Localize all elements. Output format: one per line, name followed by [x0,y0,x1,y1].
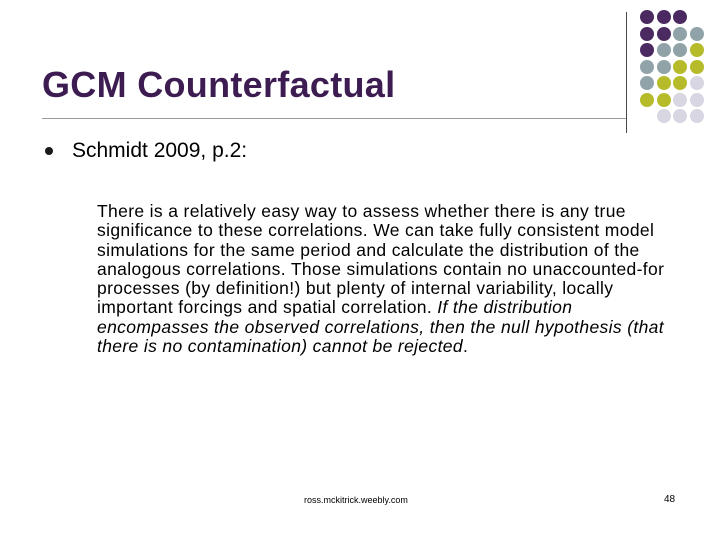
decorative-dot [690,43,704,57]
decorative-dot [673,60,687,74]
decorative-dot [640,43,654,57]
bullet-icon [45,147,53,155]
decorative-dot [690,93,704,107]
decorative-dot [673,76,687,90]
decorative-dot-grid [640,10,720,130]
quote-block [97,202,687,356]
decorative-dot [640,93,654,107]
decorative-dot [690,109,704,123]
decorative-dot [673,10,687,24]
footer-url: ross.mckitrick.weebly.com [304,495,408,505]
quote-normal-text: There is a relatively easy way to assess whether there is any true significance to these correlations. We can take fully consistent model simulations for the same period and calculate the distribution of the analogous correlations. Those simulations contain no unaccounted-for processes (by definition!) but plenty of internal variability, locally important forcings and spatial correlation. [97,201,665,318]
decorative-dot [690,76,704,90]
decorative-dot [673,109,687,123]
decorative-dot [657,76,671,90]
title-divider [42,118,627,119]
decorative-dot [657,93,671,107]
decorative-dot [657,60,671,74]
decorative-dot [673,93,687,107]
decorative-dot [657,27,671,41]
decorative-dot [640,27,654,41]
decorative-dot [640,60,654,74]
decorative-dot [673,27,687,41]
page-number: 48 [664,494,676,505]
vertical-divider [626,12,627,133]
decorative-dot [640,76,654,90]
decorative-dot [640,10,654,24]
decorative-dot [657,43,671,57]
decorative-dot [690,60,704,74]
quote-italic-text: If the distribution encompasses the observed correlations, then the null hypothesis (that there is no contamination) cannot be rejected [97,297,664,357]
decorative-dot [657,10,671,24]
quote-end: . [462,336,469,357]
decorative-dot [657,109,671,123]
decorative-dot [690,27,704,41]
decorative-dot [673,43,687,57]
slide-title: GCM Counterfactual [42,64,396,105]
bullet-text: Schmidt 2009, p.2: [72,139,248,162]
